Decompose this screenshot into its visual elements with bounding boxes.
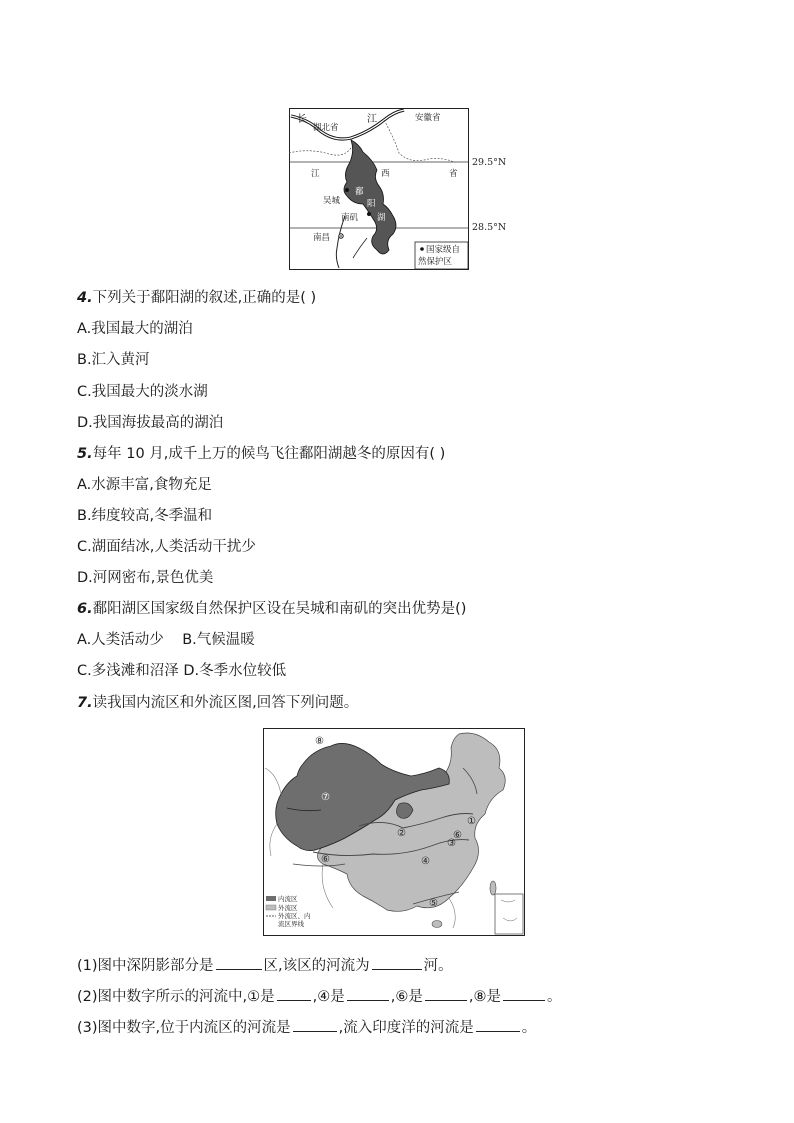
q7-sub2-text-d: ,⑧是 — [468, 989, 501, 1005]
q4-number: 4. — [77, 290, 93, 306]
q4-option-d[interactable]: D.我国海拔最高的湖泊 — [77, 415, 224, 431]
label-jiangxi-2: 西 — [381, 169, 390, 179]
q7-sub1-text-a: (1)图中深阴影部分是 — [77, 958, 214, 974]
label-nanji: 南矶 — [341, 213, 359, 223]
q6-number: 6. — [77, 601, 93, 617]
label-jiangxi-1: 江 — [311, 169, 320, 179]
q7-sub2-blank-1[interactable] — [277, 986, 311, 1001]
q7-sub2-text-a: (2)图中数字所示的河流中,①是 — [77, 989, 275, 1005]
q5-stem — [77, 444, 445, 464]
q7-sub2 — [77, 986, 561, 1007]
river-label-3: ③ — [447, 838, 456, 849]
river-label-1: ① — [467, 816, 476, 827]
q7-sub2-text-c: ,⑥是 — [390, 989, 423, 1005]
q6-options-line2[interactable]: C.多浅滩和沼泽 D.冬季水位较低 — [77, 663, 287, 679]
legend-outer-swatch — [266, 905, 276, 910]
q7-sub1 — [77, 955, 453, 976]
china-drainage-map — [263, 728, 525, 936]
q4-stem-text: 下列关于鄱阳湖的叙述,正确的是( ) — [92, 290, 317, 306]
legend-outer-label: 外流区 — [278, 904, 298, 912]
q7-sub3-blank-2[interactable] — [476, 1017, 520, 1032]
q5-option-a[interactable]: A.水源丰富,食物充足 — [77, 477, 212, 493]
label-hu: 湖 — [377, 213, 386, 223]
taiwan-island — [490, 881, 496, 895]
q7-sub3 — [77, 1017, 536, 1038]
legend-reserve-icon — [420, 247, 424, 251]
q7-sub3-text-b: ,流入印度洋的河流是 — [338, 1020, 474, 1036]
lat-label-bottom: 28.5°N — [472, 222, 507, 233]
q7-sub1-blank-2[interactable] — [372, 955, 422, 970]
q6-stem — [77, 599, 466, 619]
q7-stem-text: 读我国内流区和外流区图,回答下列问题。 — [92, 695, 359, 711]
legend-inner-swatch — [266, 896, 276, 901]
q7-sub2-text-e: 。 — [546, 989, 562, 1005]
q5-option-c[interactable]: C.湖面结冰,人类活动干扰少 — [77, 539, 256, 555]
q7-sub3-text-c: 。 — [521, 1020, 537, 1036]
q5-stem-text: 每年 10 月,成千上万的候鸟飞往鄱阳湖越冬的原因有( ) — [92, 446, 446, 462]
label-jiang: 江 — [367, 114, 377, 125]
q7-sub2-blank-3[interactable] — [425, 986, 467, 1001]
q7-sub3-text-a: (3)图中数字,位于内流区的河流是 — [77, 1020, 291, 1036]
poyang-map — [289, 108, 469, 270]
q5-option-b[interactable]: B.纬度较高,冬季温和 — [77, 508, 213, 524]
q5-number: 5. — [77, 446, 93, 462]
river-label-6: ⑥ — [321, 854, 330, 865]
label-hubei: 湖北省 — [313, 123, 339, 133]
river-label-8: ⑧ — [315, 736, 324, 747]
river-label-6-east: ⑥ — [453, 830, 462, 841]
legend-boundary-label-2: 流区界线 — [278, 920, 304, 928]
q7-sub1-text-b: 区,该区的河流为 — [263, 958, 370, 974]
legend-line1: 国家级自 — [426, 245, 461, 255]
south-china-sea-inset — [495, 894, 523, 934]
china-drainage-map-svg — [263, 728, 525, 936]
label-jiangxi-3: 省 — [449, 169, 458, 179]
q7-sub3-blank-1[interactable] — [293, 1017, 337, 1032]
reserve-marker-wucheng — [345, 188, 349, 192]
q7-number: 7. — [77, 695, 93, 711]
label-wucheng: 吴城 — [323, 196, 341, 206]
reserve-marker-nanji — [367, 212, 371, 216]
river-label-2: ② — [397, 828, 406, 839]
label-yang: 阳 — [367, 199, 376, 209]
river-label-4: ④ — [421, 856, 430, 867]
legend-inner-label: 内流区 — [278, 895, 298, 903]
q5-option-d[interactable]: D.河网密布,景色优美 — [77, 570, 214, 586]
q4-option-a[interactable]: A.我国最大的湖泊 — [77, 321, 193, 337]
hainan-island — [432, 921, 442, 928]
q4-stem — [77, 288, 316, 308]
river-label-7: ⑦ — [321, 792, 330, 803]
q7-sub2-text-b: ,④是 — [312, 989, 345, 1005]
label-nanchang: 南昌 — [313, 233, 331, 243]
label-anhui: 安徽省 — [415, 113, 441, 123]
label-po: 鄱 — [355, 187, 364, 197]
label-chang: 长 — [297, 114, 307, 125]
legend-boundary-label-1: 外流区、内 — [278, 912, 311, 920]
legend-line2: 然保护区 — [418, 257, 453, 267]
q4-option-b[interactable]: B.汇入黄河 — [77, 352, 150, 368]
q7-sub1-text-c: 河。 — [423, 958, 453, 974]
q7-stem — [77, 693, 358, 713]
q6-stem-text: 鄱阳湖区国家级自然保护区设在吴城和南矶的突出优势是() — [92, 601, 467, 617]
q4-option-c[interactable]: C.我国最大的淡水湖 — [77, 384, 208, 400]
poyang-map-svg — [289, 108, 469, 270]
q6-options-line1[interactable]: A.人类活动少 B.气候温暖 — [77, 632, 255, 648]
lat-label-top: 29.5°N — [472, 157, 507, 168]
q7-sub2-blank-4[interactable] — [503, 986, 545, 1001]
q7-sub2-blank-2[interactable] — [347, 986, 389, 1001]
river-label-5: ⑤ — [429, 898, 438, 909]
q7-sub1-blank-1[interactable] — [216, 955, 262, 970]
